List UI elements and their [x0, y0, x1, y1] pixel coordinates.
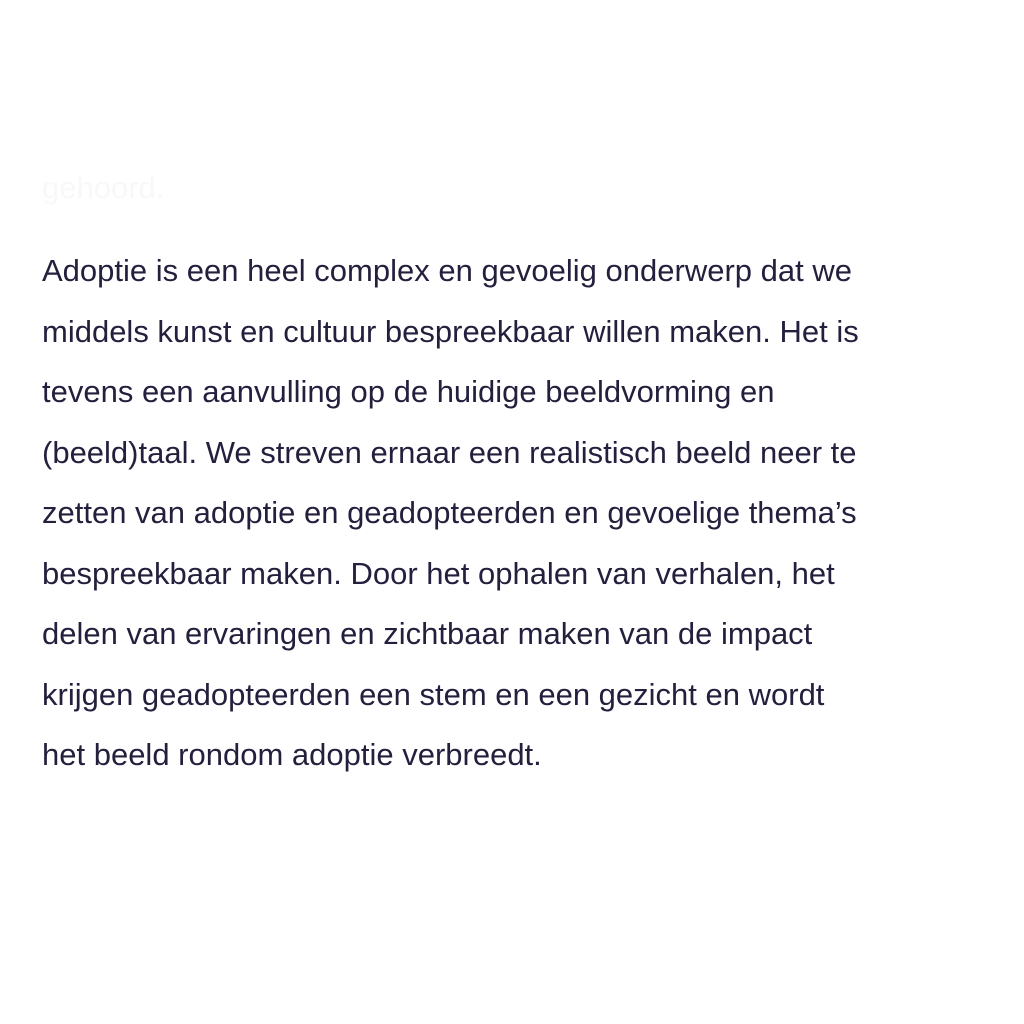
paragraph-line: (beeld)taal. We streven ernaar een realistisch beeld neer te — [42, 434, 857, 470]
paragraph-line: Adoptie is een heel complex en gevoelig onderwerp dat we — [42, 253, 852, 288]
faded-line — [42, 947, 1002, 1008]
faded-line — [42, 1008, 1002, 1024]
main-paragraph — [42, 241, 1002, 786]
paragraph-line: zetten van adoptie en geadopteerden en gevoelige thema’s — [42, 495, 857, 530]
paragraph-line: krijgen geadopteerden een stem en een gezicht en wordt — [42, 676, 825, 712]
paragraph-line: tevens een aanvulling op de huidige beeldvorming en — [42, 374, 775, 409]
paragraph-line: middels kunst en cultuur bespreekbaar willen maken. Het is — [42, 313, 859, 349]
faded-line — [42, 158, 1002, 219]
faded-line — [42, 0, 1002, 37]
paragraph-line: delen van ervaringen en zichtbaar maken van de impact — [42, 616, 813, 651]
paragraph-line: het beeld rondom adoptie verbreedt. — [42, 737, 542, 772]
faded-paragraph-bottom — [42, 826, 1002, 1024]
paragraph-line: bespreekbaar maken. Door het ophalen van verhalen, het — [42, 555, 835, 591]
faded-paragraph-top — [42, 0, 1002, 218]
faded-line — [42, 887, 1002, 948]
faded-line — [42, 97, 1002, 158]
faded-line — [42, 826, 1002, 887]
faded-line — [42, 37, 1002, 98]
